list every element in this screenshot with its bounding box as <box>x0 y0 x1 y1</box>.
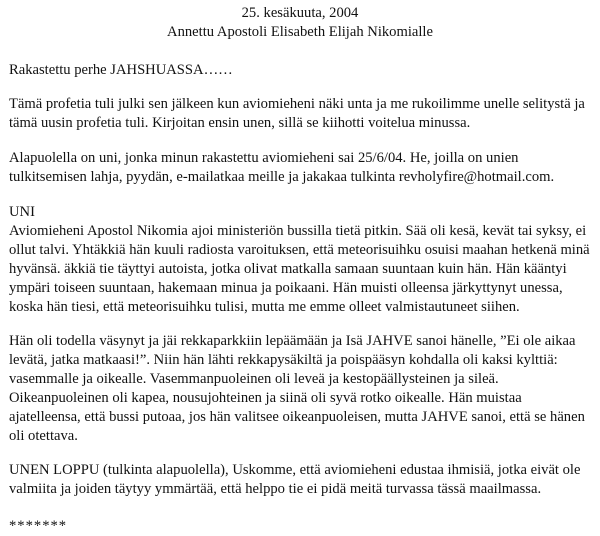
document-body <box>0 61 600 536</box>
document-byline: Annettu Apostoli Elisabeth Elijah Nikomialle <box>167 24 433 40</box>
document-header <box>0 0 600 42</box>
paragraph-line: tämä uusin profetia tuli. Kirjoitan ensin unen, sillä se kiihotti voitelua minussa. <box>9 115 471 131</box>
paragraph-line: valmiita ja joiden täytyy ymmärtää, että helppo tie ei pidä meitä turvassa tässä maailmassa. <box>9 481 542 497</box>
paragraph-line: Tämä profetia tuli julki sen jälkeen kun aviomieheni näki unta ja me rukoilimme unelle selitystä ja <box>9 96 585 112</box>
paragraph-intro <box>9 95 594 133</box>
paragraph-line: oli otettava. <box>9 428 78 444</box>
paragraph-end <box>9 461 594 499</box>
paragraph-line: UNEN LOPPU (tulkinta alapuolella), Uskomme, että aviomieheni edustaa ihmisiä, jotka eivät ole <box>9 462 581 478</box>
paragraph-line: tulkitsemisen lahja, pyydän, e-mailatkaa meille ja jakakaa tulkinta revholyfire@hotmail.com. <box>9 169 555 185</box>
paragraph-request <box>9 149 594 187</box>
paragraph-line: koska hän tiesi, että meteorisuihku tulisi, mutta me emme olleet valmistautuneet siihen. <box>9 299 520 315</box>
paragraph-line: Alapuolella on uni, jonka minun rakastettu aviomieheni sai 25/6/04. He, joilla on unien <box>9 150 519 166</box>
paragraph-line: Oikeanpuoleinen oli kapea, nousujohteinen ja siinä oli syvä rotko oikealle. Hän muistaa <box>9 390 522 406</box>
paragraph-line: Aviomieheni Apostol Nikomia ajoi ministeriön bussilla tietä pitkin. Sää oli kesä, kevät tai syksy, ei <box>9 223 587 239</box>
separator-stars: ******* <box>9 518 68 534</box>
paragraph-line: ajatelleensa, että bussi putoaa, jos hän valitsee oikeanpuoleisen, mutta JAHVE sanoi, että se hänen <box>9 409 585 425</box>
paragraph-line: ympäri toiseen suuntaan, hakemaan minua ja poikaani. Hän muisti olleensa järkyttynyt unessa, <box>9 280 563 296</box>
paragraph-line: hyvänsä. äkkiä tie täyttyi autoista, jotka olivat matkalla samaan suuntaan kuin hän. Hän kääntyi <box>9 261 567 277</box>
paragraph-line: vasemmalle ja oikealle. Vasemmanpuoleinen oli leveä ja kestopäällysteinen ja sileä. <box>9 371 499 387</box>
paragraph-dream <box>9 222 594 317</box>
paragraph-line: ollut talvi. Yhtäkkiä hän kuuli radiosta varoituksen, että meteorisuihku osuisi maahan hetkenä minä <box>9 242 590 258</box>
section-title-uni: UNI <box>9 204 35 220</box>
paragraph-rest <box>9 332 594 446</box>
document-date: 25. kesäkuuta, 2004 <box>241 5 359 21</box>
paragraph-line: Hän oli todella väsynyt ja jäi rekkaparkkiin lepäämään ja Isä JAHVE sanoi hänelle, ”Ei ole aikaa <box>9 333 576 349</box>
salutation: Rakastettu perhe JAHSHUASSA…… <box>9 62 233 78</box>
paragraph-line: levätä, jatka matkaasi!”. Niin hän lähti rekkapysäkiltä ja poispääsyn kohdalla oli kaksi kylttiä: <box>9 352 558 368</box>
